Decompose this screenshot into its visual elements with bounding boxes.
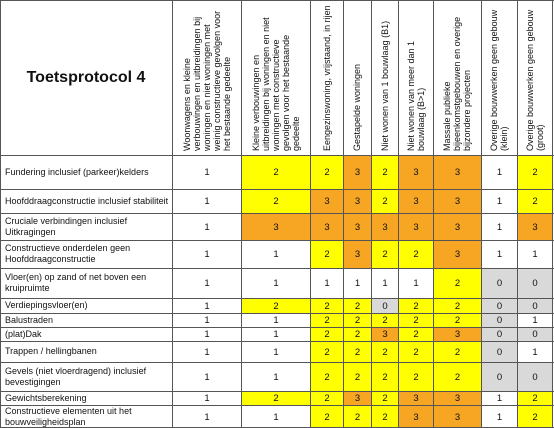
row-divider xyxy=(0,313,554,314)
column-header xyxy=(398,0,433,155)
score-cell: 2 xyxy=(518,392,552,405)
score-cell: 1 xyxy=(173,269,241,298)
row-label: Verdiepingsvloer(en) xyxy=(5,300,88,310)
row-label: Constructieve onderdelen geen Hoofddraagconstructie xyxy=(5,243,131,264)
score-cell: 2 xyxy=(311,241,343,268)
score-cell: 2 xyxy=(372,342,398,362)
column-header-label: Eengezinswoning, vrijstaand, in rijen xyxy=(321,5,332,151)
score-cell: 1 xyxy=(482,241,517,268)
score-cell: 3 xyxy=(344,241,371,268)
score-cell: 2 xyxy=(434,314,481,327)
column-divider xyxy=(172,0,173,428)
score-cell: 0 xyxy=(482,269,517,298)
row-label: Constructieve elementen uit het bouwveiligheidsplan xyxy=(5,405,132,427)
score-cell: 2 xyxy=(311,156,343,189)
score-cell: 2 xyxy=(399,314,433,327)
score-cell: 2 xyxy=(311,342,343,362)
row-label: Cruciale verbindingen inclusief Uitkragingen xyxy=(5,215,128,237)
score-cell: 2 xyxy=(344,314,371,327)
score-cell: 2 xyxy=(434,342,481,362)
score-cell: 2 xyxy=(399,342,433,362)
score-cell: 3 xyxy=(434,190,481,213)
column-header-label: Woonwagens en kleine verbouwingen en uitbreidingen bij woningen en niet woningen met weinig constructieve gevolgen voor het bestaande gedeelte xyxy=(181,10,232,151)
score-cell: 0 xyxy=(482,342,517,362)
score-cell: 3 xyxy=(344,214,371,240)
column-header xyxy=(343,0,371,155)
row-divider xyxy=(0,391,554,392)
score-cell: 2 xyxy=(311,299,343,313)
score-cell: 1 xyxy=(482,406,517,428)
row-label: Trappen / hellingbanen xyxy=(5,346,97,356)
score-cell: 3 xyxy=(344,392,371,405)
score-cell: 3 xyxy=(344,156,371,189)
score-cell: 2 xyxy=(311,406,343,428)
score-cell: 2 xyxy=(434,269,481,298)
column-header-label: Niet wonen van 1 bouwlaag (B1) xyxy=(379,20,390,151)
score-cell: 2 xyxy=(372,190,398,213)
score-cell: 0 xyxy=(372,299,398,313)
score-cell: 1 xyxy=(173,392,241,405)
score-cell: 1 xyxy=(173,241,241,268)
score-cell: 3 xyxy=(434,328,481,341)
score-cell: 1 xyxy=(518,314,552,327)
score-cell: 2 xyxy=(242,299,310,313)
score-cell: 1 xyxy=(482,156,517,189)
row-divider xyxy=(0,298,554,299)
row-divider xyxy=(0,362,554,363)
score-cell: 1 xyxy=(242,269,310,298)
column-header-label: Gestapelde woningen xyxy=(352,63,362,151)
score-cell: 1 xyxy=(173,214,241,240)
column-divider xyxy=(343,0,344,428)
score-cell: 3 xyxy=(434,214,481,240)
score-cell: 2 xyxy=(399,363,433,391)
column-divider xyxy=(371,0,372,428)
score-cell: 2 xyxy=(311,314,343,327)
score-cell: 1 xyxy=(173,406,241,428)
score-cell: 1 xyxy=(173,314,241,327)
score-cell: 3 xyxy=(311,214,343,240)
row-divider xyxy=(0,189,554,190)
score-cell: 1 xyxy=(242,241,310,268)
column-divider xyxy=(433,0,434,428)
score-cell: 0 xyxy=(518,363,552,391)
score-cell: 2 xyxy=(242,190,310,213)
score-cell: 2 xyxy=(242,392,310,405)
score-cell: 0 xyxy=(482,328,517,341)
score-cell: 3 xyxy=(399,156,433,189)
row-label: Gewichtsberekening xyxy=(5,392,87,403)
score-cell: 1 xyxy=(399,269,433,298)
score-cell: 3 xyxy=(434,156,481,189)
score-cell: 2 xyxy=(399,299,433,313)
score-cell: 3 xyxy=(372,328,398,341)
column-divider xyxy=(398,0,399,428)
score-cell: 1 xyxy=(173,363,241,391)
column-header xyxy=(310,0,343,155)
score-cell: 1 xyxy=(173,190,241,213)
score-cell: 2 xyxy=(372,314,398,327)
score-cell: 1 xyxy=(173,156,241,189)
score-cell: 2 xyxy=(372,156,398,189)
score-cell: 2 xyxy=(518,406,552,428)
row-divider xyxy=(0,341,554,342)
score-cell: 2 xyxy=(372,363,398,391)
score-cell: 0 xyxy=(482,299,517,313)
column-header-label: Kleine verbouwingen en uitbreidingen bij woningen en niet woningen met constructieve gevolgen voor het bestaande gedeelte xyxy=(250,17,301,151)
column-header-label: Overige bouwwerken geen gebouw (klein) xyxy=(489,9,509,151)
score-cell: 1 xyxy=(344,269,371,298)
score-cell: 3 xyxy=(372,214,398,240)
score-cell: 3 xyxy=(434,392,481,405)
score-cell: 2 xyxy=(399,328,433,341)
table-top-border xyxy=(0,0,554,1)
column-header xyxy=(241,0,310,155)
score-cell: 3 xyxy=(344,190,371,213)
score-cell: 2 xyxy=(434,299,481,313)
score-cell: 2 xyxy=(518,156,552,189)
row-label: (plat)Dak xyxy=(5,328,42,339)
score-cell: 2 xyxy=(344,406,371,428)
row-divider xyxy=(0,268,554,269)
score-cell: 0 xyxy=(518,269,552,298)
row-divider xyxy=(0,213,554,214)
column-header-label: Overige bouwwerken geen gebouw (groot) xyxy=(524,9,545,151)
score-cell: 3 xyxy=(518,214,552,240)
score-cell: 1 xyxy=(482,190,517,213)
score-cell: 2 xyxy=(518,190,552,213)
row-divider xyxy=(0,405,554,406)
row-divider xyxy=(0,155,554,156)
score-cell: 1 xyxy=(242,314,310,327)
score-cell: 3 xyxy=(399,214,433,240)
column-header xyxy=(517,0,552,155)
score-cell: 1 xyxy=(173,328,241,341)
column-header xyxy=(433,0,481,155)
score-cell: 1 xyxy=(372,269,398,298)
column-header-label: Niet wonen van meer dan 1 bouwlaag (B>1) xyxy=(405,40,426,151)
score-cell: 2 xyxy=(344,299,371,313)
score-cell: 3 xyxy=(242,214,310,240)
row-label: Vloer(en) op zand of net boven een kruipruimte xyxy=(5,272,147,293)
score-cell: 3 xyxy=(434,406,481,428)
score-cell: 1 xyxy=(173,299,241,313)
row-divider xyxy=(0,327,554,328)
column-divider xyxy=(241,0,242,428)
column-header xyxy=(172,0,241,155)
score-cell: 2 xyxy=(242,156,310,189)
score-cell: 2 xyxy=(344,363,371,391)
row-label: Gevels (niet vloerdragend) inclusief bevestigingen xyxy=(5,365,147,387)
score-cell: 2 xyxy=(399,241,433,268)
score-cell: 1 xyxy=(173,342,241,362)
score-cell: 1 xyxy=(482,392,517,405)
score-cell: 0 xyxy=(482,314,517,327)
score-cell: 1 xyxy=(242,406,310,428)
score-cell: 1 xyxy=(242,342,310,362)
score-cell: 1 xyxy=(242,328,310,341)
column-header xyxy=(481,0,517,155)
score-cell: 2 xyxy=(344,328,371,341)
row-label: Hoofddraagconstructie inclusief stabiliteit xyxy=(5,195,169,206)
score-cell: 2 xyxy=(311,328,343,341)
score-cell: 2 xyxy=(311,363,343,391)
column-divider xyxy=(310,0,311,428)
score-cell: 1 xyxy=(518,241,552,268)
column-divider xyxy=(552,0,553,428)
score-cell: 0 xyxy=(518,328,552,341)
score-cell: 1 xyxy=(518,342,552,362)
score-cell: 0 xyxy=(518,299,552,313)
row-divider xyxy=(0,240,554,241)
row-label: Balustraden xyxy=(5,314,54,325)
score-cell: 1 xyxy=(482,214,517,240)
row-label: Fundering inclusief (parkeer)kelders xyxy=(5,166,149,177)
score-cell: 3 xyxy=(311,190,343,213)
score-cell: 3 xyxy=(399,406,433,428)
score-cell: 1 xyxy=(242,363,310,391)
score-cell: 2 xyxy=(434,363,481,391)
score-cell: 0 xyxy=(482,363,517,391)
score-cell: 2 xyxy=(372,406,398,428)
column-divider xyxy=(517,0,518,428)
score-cell: 2 xyxy=(372,241,398,268)
score-cell: 3 xyxy=(434,241,481,268)
column-header xyxy=(371,0,398,155)
score-cell: 3 xyxy=(399,190,433,213)
column-header-label: Massale publieke bijeenkomstgebouwen en overige bijzondere projecten xyxy=(442,16,472,151)
score-cell: 2 xyxy=(311,392,343,405)
table-left-border xyxy=(0,0,1,428)
column-divider xyxy=(481,0,482,428)
score-cell: 1 xyxy=(311,269,343,298)
score-cell: 2 xyxy=(344,342,371,362)
table-title: Toetsprotocol 4 xyxy=(26,68,146,86)
score-cell: 2 xyxy=(372,392,398,405)
score-cell: 3 xyxy=(399,392,433,405)
